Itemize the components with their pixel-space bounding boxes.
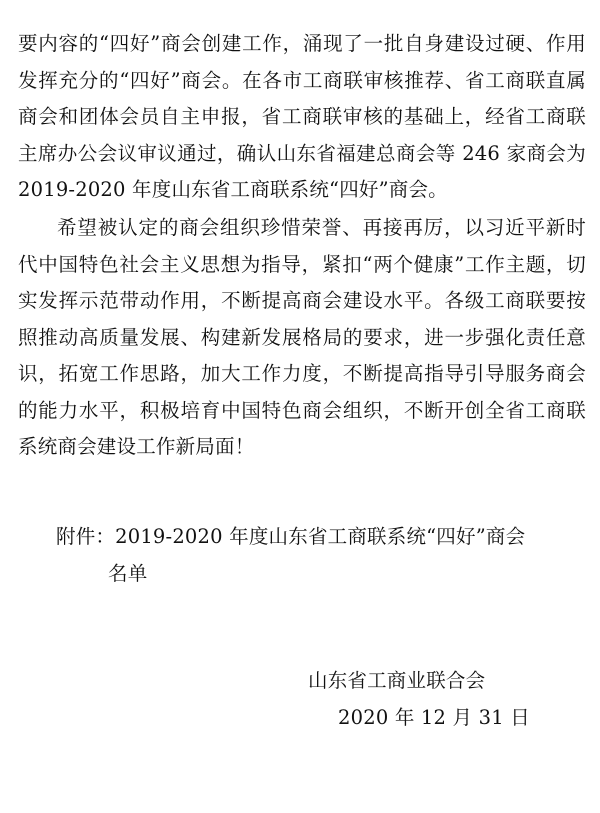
attachment-title-line-1: 附件：2019-2020 年度山东省工商联系统“四好”商会 — [56, 525, 526, 548]
signature-date: 2020 年 12 月 31 日 — [338, 706, 530, 729]
body-paragraph-1: 要内容的“四好”商会创建工作，涌现了一批自身建设过硬、作用发挥充分的“四好”商会。在各市工商联审核推荐、省工商联直属商会和团体会员自主申报，省工商联审核的基础上，经省工商联主席办公会议审议通过，确认山东省福建总商会等 246 家商会为 2019-2020 年度山东省工商联系统“四好”商会。 — [18, 32, 586, 201]
attachment-title-line-2: 名单 — [108, 561, 148, 585]
body-paragraph-2: 希望被认定的商会组织珍惜荣誉、再接再厉，以习近平新时代中国特色社会主义思想为指导，紧扣“两个健康”工作主题，切实发挥示范带动作用，不断提高商会建设水平。各级工商联要按照推动高质量发展、构建新发展格局的要求，进一步强化责任意识，拓宽工作思路，加大工作力度，不断提高指导引导服务商会的能力水平，积极培育中国特色商会组织，不断开创全省工商联系统商会建设工作新局面！ — [18, 216, 586, 458]
signature-organization: 山东省工商业联合会 — [308, 669, 486, 692]
attachment-note — [56, 519, 586, 592]
